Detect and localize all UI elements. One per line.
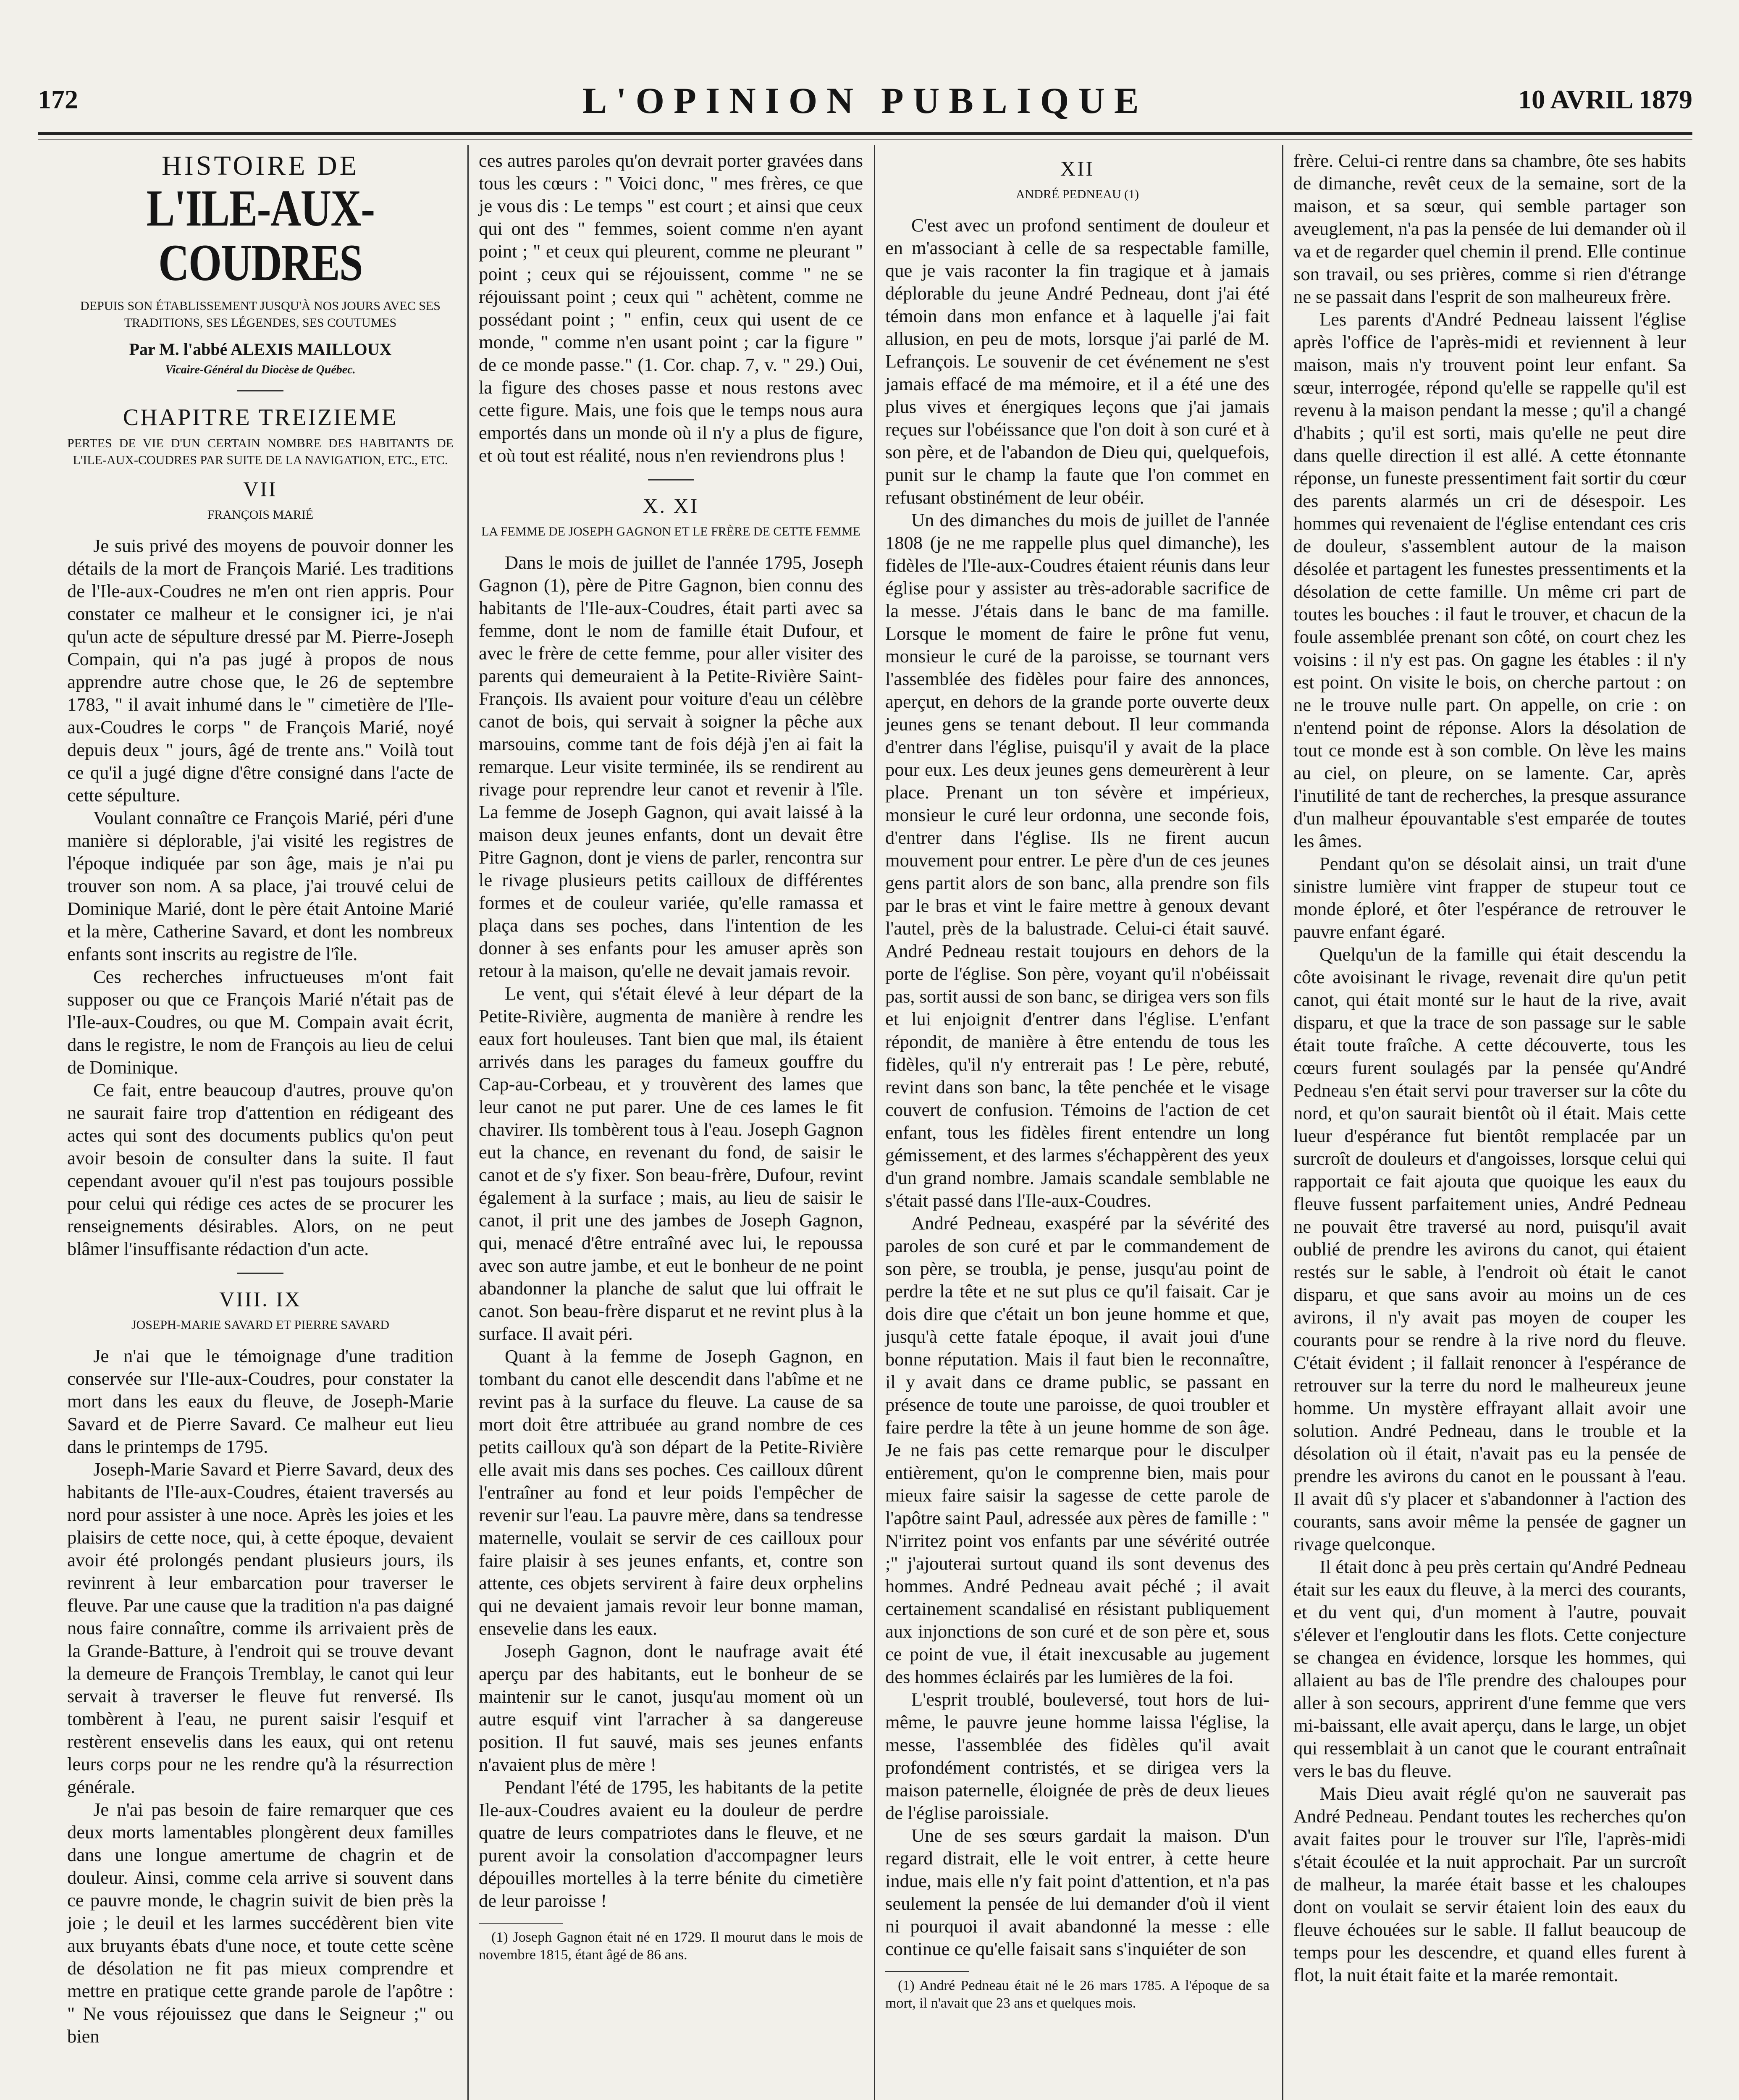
- paragraph: ces autres paroles qu'on devrait porter gravées dans tous les cœurs : " Voici donc, " mes frères, ce que je vous dis : Le temps " est court ; et ainsi que ceux qui ont des " femmes, soient comme n'en ayant point ; " et ceux qui pleurent, comme ne pleurant " point ; ceux qui se réjouissent, comme " ne se réjouissant point ; ceux qui " achètent, comme ne possédant point ; " enfin, ceux qui usent de ce monde, " comme n'en usant point ; car la figure " de ce monde passe." (1. Cor. chap. 7, v. " 29.) Oui, la figure des choses passe et nous restons avec cette figure. Mais, une fois que le temps nous aura emportés dans un monde où il n'y a plus de figure, et où tout est réalité, nous n'en reviendrons plus !: [479, 150, 863, 466]
- divider: [237, 390, 283, 391]
- article-header: [67, 151, 454, 378]
- paragraph: Quelqu'un de la famille qui était descendu la côte avoisinant le rivage, revenait dire qu'un petit canot, qui était monté sur le haut de la rive, avait disparu, et que la trace de son passage sur le sable était toute fraîche. A cette découverte, tous les cœurs furent soulagés par la pensée qu'André Pedneau s'en était servi pour traverser sur la côte du nord, et qu'on saurait bientôt où il était. Mais cette lueur d'espérance fut bientôt remplacée par un surcroît de douleurs et d'angoisses, lorsque celui qui rapportait ce fait ajouta que quoique les eaux du fleuve fussent parfaitement unies, André Pedneau ne pouvait être traversé au nord, puisqu'il avait oublié de prendre les avirons du canot, qui étaient restés sur le sable, à l'endroit où était le canot disparu, et que sans avoir au moins un de ces avirons, il n'y avait pas moyen de couper les courants pour se rendre à la rive nord du fleuve. C'était évident ; il fallait renoncer à l'espérance de retrouver sur la terre du nord le malheureux jeune homme. Un mystère effrayant allait avoir une solution. André Pedneau, dans le trouble et la désolation où il était, n'avait pas eu la pensée de prendre les avirons du canot en le poussant à l'eau. Il avait dû s'y placer et s'abandonner à l'action des courants, sans avoir même la pensée de gagner un rivage quelconque.: [1293, 944, 1686, 1554]
- paragraph: Dans le mois de juillet de l'année 1795, Joseph Gagnon (1), père de Pitre Gagnon, bien connu des habitants de l'Ile-aux-Coudres, était parti avec sa femme, dont le nom de famille était Dufour, et avec le frère de cette femme, pour aller visiter des parents qui demeuraient à la Petite-Rivière Saint-François. Ils avaient pour voiture d'eau un célèbre canot de bois, qui servait à soigner la pêche aux marsouins, comme tant de fois déjà j'en ai fait la remarque. Leur visite terminée, ils se rendirent au rivage pour reprendre leur canot et revenir à l'île. La femme de Joseph Gagnon, qui avait laissé à la maison deux jeunes enfants, dont un devait être Pitre Gagnon, dont je viens de parler, rencontra sur le rivage plusieurs petits cailloux de différentes formes et de couleur variée, qu'elle ramassa et plaça dans ses poches, dans l'intention de les donner à ses enfants pour les amuser après son retour à la maison, qu'elle ne devait jamais revoir.: [479, 552, 863, 981]
- paragraph: Ce fait, entre beaucoup d'autres, prouve qu'on ne saurait faire trop d'attention en rédigeant des actes qui sont des documents publics qu'on peut avoir besoin de consulter dans la suite. Il faut cependant avouer qu'il n'est pas toujours possible pour celui qui rédige ces actes de se procurer les renseignements désirables. Alors, on ne peut blâmer l'insuffisante rédaction d'un acte.: [67, 1079, 454, 1259]
- divider: [237, 1273, 283, 1274]
- column-divider: [874, 145, 875, 2100]
- paragraph: Quant à la femme de Joseph Gagnon, en tombant du canot elle descendit dans l'abîme et ne revint pas à la surface du fleuve. La cause de sa mort doit être attribuée au grand nombre de ces petits cailloux qu'à son départ de la Petite-Rivière elle avait mis dans ses poches. Ces cailloux dûrent l'entraîner au fond et leur poids l'empêcher de revenir sur l'eau. La pauvre mère, dans sa tendresse maternelle, voulait se servir de ces cailloux pour faire plaisir à ses jeunes enfants, et, contre son attente, ces objets servirent à faire deux orphelins qui ne devaient jamais revoir leur bonne maman, ensevelie dans les eaux.: [479, 1346, 863, 1639]
- paragraph: L'esprit troublé, bouleversé, tout hors de lui-même, le pauvre jeune homme laissa l'église, la messe, l'assemblée des fidèles qu'il avait profondément contristés, et se dirigea vers la maison paternelle, éloignée de près de deux lieues de l'église paroissiale.: [885, 1689, 1269, 1823]
- section-title: ANDRÉ PEDNEAU (1): [1015, 187, 1139, 201]
- article-author-title: Vicaire-Général du Diocèse de Québec.: [165, 363, 356, 376]
- paragraph: Un des dimanches du mois de juillet de l'année 1808 (je ne me rappelle plus quel dimanche), les fidèles de l'Ile-aux-Coudres étaient réunis dans leur église pour y assister au très-adorable sacrifice de la messe. J'étais dans le banc de ma famille. Lorsque le moment de faire le prône fut venu, monsieur le curé de la paroisse, se tournant vers l'assemblée des fidèles pour faire des annonces, aperçut, en dehors de la grande porte ouverte deux jeunes gens se tenant debout. Il leur commanda d'entrer dans l'église, puisqu'il y avait de la place pour eux. Les deux jeunes gens demeurèrent à leur place. Prenant un ton sévère et impérieux, monsieur le curé leur ordonna, une seconde fois, d'entrer dans l'église. Ils ne firent aucun mouvement pour entrer. Le père d'un de ces jeunes gens partit alors de son banc, alla prendre son fils par le bras et vint le faire mettre à genoux devant l'autel, près de la balustrade. Celui-ci était sauvé. André Pedneau restait toujours en dehors de la porte de l'église. Son père, voyant qu'il n'obéissait pas, sortit aussi de son banc, se dirigea vers son fils et lui enjoignit d'entrer dans l'église. L'enfant répondit, de manière à être entendu de tous les fidèles, qu'il n'y entrerait pas ! Le père, rebuté, revint dans son banc, la tête penchée et le visage couvert de confusion. Témoins de l'action de cet enfant, tous les fidèles firent entendre un long gémissement, et des larmes s'échappèrent des yeux d'un grand nombre. Jamais scandale semblable ne s'était passé dans l'Ile-aux-Coudres.: [885, 509, 1269, 1211]
- paragraph: Je n'ai pas besoin de faire remarquer que ces deux morts lamentables plongèrent deux familles dans une longue amertume de chagrin et de douleur. Ainsi, comme cela arrive si souvent dans ce pauvre monde, le chagrin suivit de bien près la joie ; le deuil et les larmes succédèrent bien vite aux bruyants ébats d'une noce, et toute cette scène de désolation ne fit pas mieux comprendre et mettre en pratique cette grande parole de l'apôtre : " Ne vous réjouissez que dans le Seigneur ;" ou bien: [67, 1799, 454, 2047]
- newspaper-title: L'OPINION PUBLIQUE: [582, 81, 1148, 121]
- column-2: [479, 149, 863, 2100]
- section-number: XII: [1060, 157, 1095, 180]
- paragraph: Joseph-Marie Savard et Pierre Savard, deux des habitants de l'Ile-aux-Coudres, étaient traversés au nord pour assister à une noce. Après les joies et les plaisirs de cette noce, qui, à cette époque, devaient avoir été prolongés pendant plusieurs jours, ils revinrent à leur embarcation pour traverser le fleuve. Par une cause que la tradition n'a pas daigné nous faire connaître, comme ils arrivaient près de la Grande-Batture, à l'endroit qui se trouve devant la demeure de François Tremblay, le canot qui leur servait à traverser le fleuve fut renversé. Ils tombèrent à l'eau, ne purent saisir l'esquif et restèrent ensevelis dans les eaux, qui ont retenu leurs corps pour ne les rendre qu'à la résurrection générale.: [67, 1459, 454, 1797]
- paragraph: Joseph Gagnon, dont le naufrage avait été aperçu par des habitants, eut le bonheur de se maintenir sur le canot, jusqu'au moment où un autre esquif vint l'arracher à sa dangereuse position. Il fut sauvé, mais ses jeunes enfants n'avaient plus de mère !: [479, 1641, 863, 1775]
- section-number: VII: [243, 477, 278, 501]
- paragraph: C'est avec un profond sentiment de douleur et en m'associant à celle de sa respectable famille, que je vais raconter la fin tragique et à jamais déplorable du jeune André Pedneau, dont j'ai été témoin dans mon enfance et à laquelle j'ai fait allusion, en peu de mots, lorsque j'ai parlé de M. Lefrançois. Le souvenir de cet événement ne s'est jamais effacé de ma mémoire, et il a été une des plus vives et énergiques leçons que j'ai jamais reçues sur l'obéissance que l'on doit à son curé et à son père, et de l'abandon de Dieu qui, quelquefois, punit sur le champ la faute que l'on commet en refusant obstinément de leur obéir.: [885, 215, 1269, 508]
- column-4: [1293, 149, 1686, 2100]
- paragraph: André Pedneau, exaspéré par la sévérité des paroles de son curé et par le commandement de son père, se troubla, je pense, jusqu'au point de perdre la tête et ne sut plus ce qu'il faisait. Car je dois dire que c'était un bon jeune homme et que, jusqu'à cette fatale époque, il avait joui d'une bonne réputation. Mais il faut bien le reconnaître, il y avait dans ce drame public, se passant en présence de toute une paroisse, de quoi troubler et faire perdre la tête à un jeune homme de son âge. Je ne fais pas cette remarque pour le disculper entièrement, qu'on le comprenne bien, mais pour mieux faire saisir la sagesse de cette parole de l'apôtre saint Paul, adressée aux pères de famille : " N'irritez point vos enfants par une sévérité outrée ;" j'ajouterai surtout quand ils sont devenus des hommes. André Pedneau avait péché ; il avait certainement scandalisé en résistant publiquement aux injonctions de son curé et de son père et, sous ce point de vue, il était inexcusable au jugement des hommes éclairés par les lumières de la foi.: [885, 1213, 1269, 1687]
- article-header-subtitle: DEPUIS SON ÉTABLISSEMENT JUSQU'À NOS JOURS AVEC SES TRADITIONS, SES LÉGENDES, SES COUTUMES: [80, 299, 441, 330]
- section-title: FRANÇOIS MARIÉ: [207, 508, 314, 522]
- column-divider: [467, 145, 469, 2100]
- footnote-rule: [479, 1923, 563, 1924]
- paragraph: frère. Celui-ci rentre dans sa chambre, ôte ses habits de dimanche, revêt ceux de la semaine, sort de la maison, et sa sœur, qui semble partager son aveuglement, n'a pas la pensée de lui demander où il va et de regarder quel chemin il prend. Elle continue son travail, ou ses prières, comme si rien d'étrange ne se passait dans l'esprit de son malheureux frère.: [1293, 150, 1686, 307]
- chapter-subtitle: PERTES DE VIE D'UN CERTAIN NOMBRE DES HABITANTS DE L'ILE-AUX-COUDRES PAR SUITE DE LA NAVIGATION, ETC., ETC.: [67, 436, 454, 467]
- column-1: [67, 149, 454, 2100]
- paragraph: Il était donc à peu près certain qu'André Pedneau était sur les eaux du fleuve, à la merci des courants, et du vent qui, d'un moment à l'autre, pouvait s'élever et l'engloutir dans les flots. Cette conjecture se changea en évidence, lorsque les hommes, qui allaient au bas de l'île prendre des chaloupes pour aller à son secours, apprirent d'une femme que vers mi-baissant, elle avait aperçu, dans le large, un objet qui ressemblait à un canot que le courant entraînait vers le bas du fleuve.: [1293, 1556, 1686, 1781]
- page-number: 172: [38, 84, 78, 114]
- masthead-rule-thin: [38, 139, 1692, 140]
- paragraph: Ces recherches infructueuses m'ont fait supposer ou que ce François Marié n'était pas de l'Ile-aux-Coudres, ou que M. Compain avait écrit, dans le registre, le nom de François au lieu de celui de Dominique.: [67, 966, 454, 1078]
- masthead: [38, 81, 1692, 130]
- column-divider: [1282, 145, 1283, 2100]
- paragraph: Le vent, qui s'était élevé à leur départ de la Petite-Rivière, augmenta de manière à rendre les eaux fort houleuses. Tant bien que mal, ils étaient arrivés dans les parages du fameux gouffre du Cap-au-Corbeau, et y trouvèrent des lames que leur canot ne put parer. Une de ces lames le fit chavirer. Ils tombèrent tous à l'eau. Joseph Gagnon eut la chance, en revenant du fond, de saisir le canot et de s'y fixer. Son beau-frère, Dufour, revint également à la surface ; mais, au lieu de saisir le canot, il prit une des jambes de Joseph Gagnon, qui, menacé d'être entraîné avec lui, le repoussa avec son autre jambe, et eut le bonheur de ne point abandonner la planche de salut que lui offrait le canot. Son beau-frère disparut et ne revint plus à la surface. Il avait péri.: [479, 983, 863, 1344]
- paragraph: Pendant qu'on se désolait ainsi, un trait d'une sinistre lumière vint frapper de stupeur tout ce monde éploré, et ôter l'espérance de retrouver le pauvre enfant égaré.: [1293, 853, 1686, 942]
- paragraph: Une de ses sœurs gardait la maison. D'un regard distrait, elle le voit entrer, à cette heure indue, mais elle n'y fait point d'attention, et n'a pas seulement la pensée de lui demander d'où il vient ni pourquoi il avait abandonné la messe : elle continue ce qu'elle faisait sans s'inquiéter de son: [885, 1825, 1269, 1959]
- masthead-rule: [38, 132, 1692, 135]
- footnote-text: (1) André Pedneau était né le 26 mars 1785. A l'époque de sa mort, il n'avait que 23 ans et quelques mois.: [885, 1978, 1269, 2011]
- chapter-heading: CHAPITRE TREIZIEME: [123, 404, 398, 430]
- issue-date: 10 AVRIL 1879: [1518, 84, 1692, 114]
- footnote-rule: [885, 1971, 969, 1972]
- section-title: JOSEPH-MARIE SAVARD ET PIERRE SAVARD: [131, 1318, 390, 1332]
- article-header-line1: HISTOIRE DE: [162, 150, 359, 181]
- section-number: X. XI: [643, 494, 699, 517]
- footnote-text: (1) Joseph Gagnon était né en 1729. Il mourut dans le mois de novembre 1815, étant âgé de 86 ans.: [479, 1929, 863, 1963]
- divider: [648, 479, 694, 480]
- article-author: Par M. l'abbé ALEXIS MAILLOUX: [129, 340, 392, 359]
- paragraph: Pendant l'été de 1795, les habitants de la petite Ile-aux-Coudres avaient eu la douleur de perdre quatre de leurs compatriotes dans le fleuve, et ne purent avoir la consolation d'accompagner leurs dépouilles mortelles à la terre bénite du cimetière de leur paroisse !: [479, 1777, 863, 1911]
- article-header-title: L'ILE-AUX-COUDRES: [146, 179, 375, 291]
- paragraph: Je suis privé des moyens de pouvoir donner les détails de la mort de François Marié. Les traditions de l'Ile-aux-Coudres ne m'en ont rien appris. Pour constater ce malheur et le consigner ici, je n'ai qu'un acte de sépulture dressé par M. Pierre-Joseph Compain, qui n'a pas jugé à propos de nous apprendre autre chose que, le 26 de septembre 1783, " il avait inhumé dans le " cimetière de l'Ile-aux-Coudres le corps " de François Marié, noyé depuis deux " jours, âgé de trente ans." Voilà tout ce qu'il a jugé digne d'être consigné dans l'acte de cette sépulture.: [67, 535, 454, 806]
- footnote: [479, 1929, 863, 1964]
- paragraph: Mais Dieu avait réglé qu'on ne sauverait pas André Pedneau. Pendant toutes les recherches qu'on avait faites pour le trouver sur l'île, l'après-midi s'était écoulée et la nuit approchait. Par un surcroît de malheur, la marée était basse et les chaloupes dont on voulait se servir étaient loin des eaux du fleuve échouées sur le sable. Il fallut beaucoup de temps pour les descendre, et quand elles furent à flot, la nuit était faite et la marée remontait.: [1293, 1783, 1686, 1985]
- column-3: [885, 149, 1269, 2100]
- footnote: [885, 1977, 1269, 2012]
- section-number: VIII. IX: [219, 1287, 302, 1311]
- paragraph: Les parents d'André Pedneau laissent l'église après l'office de l'après-midi et reviennent à leur maison, mais n'y trouvent point leur enfant. Sa sœur, interrogée, répond qu'elle se rappelle qu'il est revenu à la maison pendant la messe ; qu'il a changé d'habits ; qu'il est sorti, mais qu'elle ne peut dire dans quelle direction il est allé. A cette étonnante réponse, un funeste pressentiment fait sortir du cœur des parents alarmés un cri de désespoir. Les hommes qui revenaient de l'église entendant ces cris de douleur, s'assemblent autour de la maison désolée et partagent les funestes pressentiments et la désolation de cette famille. Un même cri part de toutes les bouches : il faut le trouver, et chacun de la foule assemblée prenant son côté, on court chez les voisins : il n'y est pas. On gagne les étables : il n'y est point. On visite le bois, on cherche partout : on ne le trouve nulle part. On appelle, on crie : on n'entend point de réponse. Alors la désolation de tout ce monde est à son comble. On lève les mains au ciel, on pleure, on se lamente. Car, après l'inutilité de tant de recherches, la presque assurance d'un malheur épouvantable s'est emparée de toutes les âmes.: [1293, 309, 1686, 851]
- paragraph: Voulant connaître ce François Marié, péri d'une manière si déplorable, j'ai visité les registres de l'époque indiquée par son âge, mais je n'ai pu trouver son nom. A sa place, j'ai trouvé celui de Dominique Marié, dont le père était Antoine Marié et la mère, Catherine Savard, et dont les nombreux enfants sont inscrits au registre de l'île.: [67, 807, 454, 964]
- paragraph: Je n'ai que le témoignage d'une tradition conservée sur l'Ile-aux-Coudres, pour constater la mort dans les eaux du fleuve, de Joseph-Marie Savard et de Pierre Savard. Ce malheur eut lieu dans le printemps de 1795.: [67, 1345, 454, 1457]
- section-title: LA FEMME DE JOSEPH GAGNON ET LE FRÈRE DE CETTE FEMME: [481, 525, 860, 538]
